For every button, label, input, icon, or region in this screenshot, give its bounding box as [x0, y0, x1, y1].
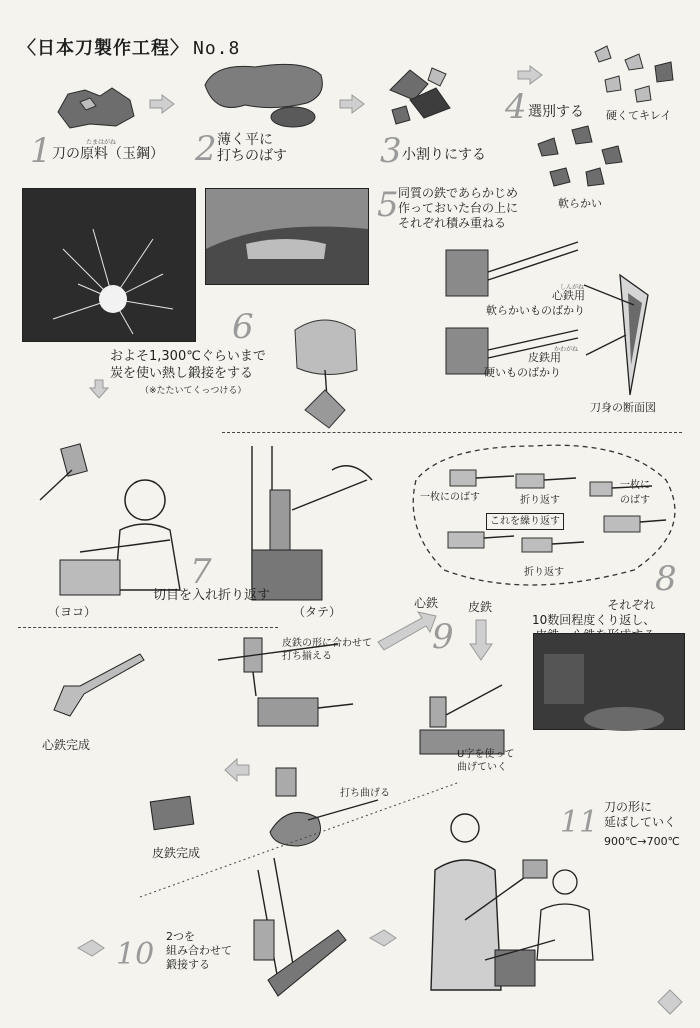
temperature-label: 900℃→700℃ [604, 835, 680, 848]
step-number: 10 [116, 937, 155, 972]
section-divider [18, 627, 278, 628]
arrow-down-icon [90, 380, 114, 398]
step-6-note: （※たたいてくっつける） [140, 386, 247, 396]
step-number: 6 [232, 307, 254, 347]
step-10-label: 2つを 組み合わせて 鍛接する [166, 930, 232, 971]
fit-to-skin-label: 皮鉄の形に合わせて 打ち揃える [282, 638, 372, 662]
step-number: 8 [655, 559, 677, 599]
cycle-stretch-2: 一枚に のばす [620, 480, 650, 506]
arrow-decorative-icon [658, 990, 682, 1014]
yoko-label: （ヨコ） [48, 605, 97, 619]
step-number: 2 [195, 129, 217, 169]
forge-fire-photo [22, 188, 196, 342]
hard-label: 硬くてキレイ [606, 109, 672, 122]
core-done-label: 心鉄完成 [42, 738, 91, 752]
arrow-right-icon [150, 95, 174, 113]
step-2-label: 薄く平に 打ちのばす [217, 132, 287, 164]
soft-pieces-illustration [530, 120, 630, 200]
ruby-text: しんがね [560, 284, 585, 291]
step-5-label: 同質の鉄であらかじめ 作っておいた台の上に それぞれ積み重ねる [398, 186, 519, 230]
step-number: 3 [380, 131, 402, 171]
step-number: 1 [30, 131, 52, 171]
workshop-photo [533, 633, 685, 730]
step-6-label: およそ1,300℃ぐらいまで 炭を使い熱し鍛接をする [110, 349, 266, 381]
cross-section-caption: 刀身の断面図 [590, 401, 656, 414]
step-7-label: 切目を入れ折り返す [153, 588, 271, 603]
cycle-stretch-1: 一枚にのばす [420, 492, 480, 503]
cycle-fold-1: 折り返す [520, 495, 560, 506]
blade-cross-section-diagram [600, 275, 655, 400]
step-3-label: 小割りにする [402, 147, 486, 163]
step-number: 4 [505, 87, 527, 127]
ruby-text: かわがね [554, 346, 579, 353]
arrow-left-icon [225, 755, 249, 785]
hard-pieces-illustration [585, 40, 685, 110]
vertical-cut-illustration [232, 440, 382, 605]
tate-label: （タテ） [293, 605, 342, 619]
ruby-text: たまはがね [86, 139, 117, 146]
soft-label: 軟らかい [558, 197, 602, 210]
flat-steel-illustration [195, 55, 330, 130]
arrow-down-icon [470, 620, 492, 660]
step-number: 11 [560, 805, 599, 840]
section-divider [222, 432, 682, 433]
arrow-right-icon [518, 66, 542, 84]
step-number: 9 [432, 617, 454, 657]
cycle-fold-2: 折り返す [524, 567, 564, 578]
step-11-label: 刀の形に 延ばしていく [604, 800, 677, 829]
forge-welding-illustration [238, 850, 358, 1025]
arrow-decorative-icon [78, 938, 104, 958]
step-number: 5 [377, 185, 399, 225]
skin-done-label: 皮鉄完成 [152, 846, 201, 860]
skin-steel-heading: 皮鉄 [468, 600, 493, 614]
arrow-right-icon [340, 95, 364, 113]
u-bend-label: U字を使って 曲げていく [457, 749, 515, 773]
title-text: 〈日本刀製作工程〉 [18, 38, 189, 59]
step-1-label: 刀の原料（玉鋼） [52, 146, 164, 162]
core-steel-bar-illustration [40, 650, 155, 725]
bellows-worker-illustration [285, 300, 375, 430]
raw-steel-illustration [50, 82, 140, 132]
core-steel-heading: 心鉄 [414, 596, 439, 610]
step-number: 7 [190, 552, 212, 592]
title-number: No.8 [193, 38, 241, 59]
small-pieces-illustration [380, 60, 460, 135]
skin-steel-label: 皮鉄用 硬いものばかり [484, 351, 561, 379]
arrow-diagonal-icon [378, 612, 438, 652]
core-steel-label: 心鉄用 軟らかいものばかり [486, 289, 585, 317]
step-8-label: それぞれ 10数回程度くり返し、 [532, 598, 656, 627]
bend-label: 打ち曲げる [340, 788, 390, 799]
core-shaping-illustration [208, 636, 356, 736]
forge-charcoal-photo [205, 188, 369, 285]
blacksmith-hammering-illustration [20, 440, 195, 605]
cycle-repeat-box: これを繰り返す [486, 513, 564, 530]
step-4-label: 選別する [528, 104, 584, 120]
arrow-decorative-icon [370, 928, 396, 948]
